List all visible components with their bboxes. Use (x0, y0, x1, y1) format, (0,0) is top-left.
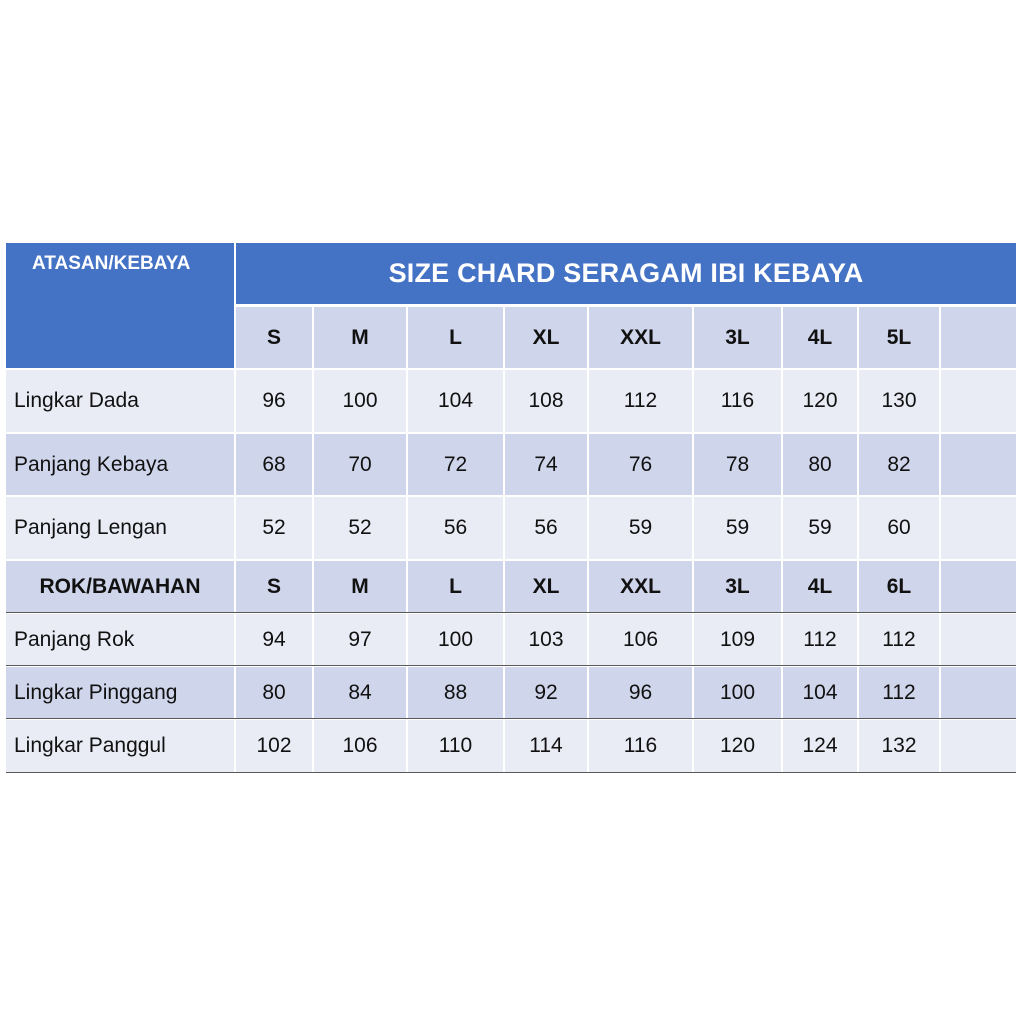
table-cell: 59 (694, 497, 781, 559)
table-cell: 70 (314, 434, 406, 495)
table-cell: 112 (859, 667, 939, 718)
size-header-6l: 6L (859, 561, 939, 612)
row-label: Panjang Lengan (6, 497, 234, 559)
table-cell: 120 (694, 720, 781, 772)
table-cell: 59 (783, 497, 857, 559)
empty-cell (941, 614, 1016, 665)
table-cell: 97 (314, 614, 406, 665)
table-cell: 96 (589, 667, 692, 718)
table-cell: 76 (589, 434, 692, 495)
table-cell: 106 (314, 720, 406, 772)
row-label: Panjang Kebaya (6, 434, 234, 495)
row-label: Panjang Rok (6, 614, 234, 665)
empty-cell (941, 307, 1016, 368)
table-cell: 110 (408, 720, 503, 772)
row-divider (6, 612, 1016, 613)
table-cell: 120 (783, 370, 857, 432)
size-header-xl: XL (505, 561, 587, 612)
table-cell: 116 (694, 370, 781, 432)
chart-title: SIZE CHARD SERAGAM IBI KEBAYA (236, 243, 1016, 304)
table-cell: 80 (783, 434, 857, 495)
size-header-xl: XL (505, 307, 587, 368)
table-cell: 106 (589, 614, 692, 665)
table-cell: 116 (589, 720, 692, 772)
empty-cell (941, 497, 1016, 559)
size-header-xxl: XXL (589, 561, 692, 612)
table-cell: 100 (314, 370, 406, 432)
table-cell: 60 (859, 497, 939, 559)
table-cell: 52 (236, 497, 312, 559)
table-cell: 52 (314, 497, 406, 559)
empty-cell (941, 561, 1016, 612)
table-cell: 56 (505, 497, 587, 559)
table-cell: 72 (408, 434, 503, 495)
table-cell: 68 (236, 434, 312, 495)
table-cell: 114 (505, 720, 587, 772)
row-label: Lingkar Pinggang (6, 667, 234, 718)
size-header-3l: 3L (694, 561, 781, 612)
table-cell: 102 (236, 720, 312, 772)
size-header-s: S (236, 561, 312, 612)
size-header-5l: 5L (859, 307, 939, 368)
table-cell: 109 (694, 614, 781, 665)
row-label: Lingkar Panggul (6, 720, 234, 772)
table-cell: 108 (505, 370, 587, 432)
table-cell: 92 (505, 667, 587, 718)
table-cell: 130 (859, 370, 939, 432)
table-cell: 100 (408, 614, 503, 665)
section-label-atasan: ATASAN/KEBAYA (6, 243, 234, 368)
table-cell: 59 (589, 497, 692, 559)
table-cell: 124 (783, 720, 857, 772)
table-cell: 80 (236, 667, 312, 718)
row-label: Lingkar Dada (6, 370, 234, 432)
empty-cell (941, 667, 1016, 718)
table-cell: 96 (236, 370, 312, 432)
section-label-rok: ROK/BAWAHAN (6, 561, 234, 612)
table-cell: 112 (783, 614, 857, 665)
empty-cell (941, 434, 1016, 495)
table-cell: 103 (505, 614, 587, 665)
table-cell: 74 (505, 434, 587, 495)
size-header-s: S (236, 307, 312, 368)
size-header-m: M (314, 307, 406, 368)
row-divider (6, 772, 1016, 773)
table-cell: 56 (408, 497, 503, 559)
row-divider (6, 665, 1016, 666)
empty-cell (941, 720, 1016, 772)
table-cell: 78 (694, 434, 781, 495)
size-header-xxl: XXL (589, 307, 692, 368)
size-header-l: L (408, 307, 503, 368)
size-header-4l: 4L (783, 307, 857, 368)
table-cell: 104 (408, 370, 503, 432)
size-header-l: L (408, 561, 503, 612)
row-divider (6, 718, 1016, 719)
table-cell: 84 (314, 667, 406, 718)
table-cell: 132 (859, 720, 939, 772)
table-cell: 112 (589, 370, 692, 432)
table-cell: 94 (236, 614, 312, 665)
size-header-3l: 3L (694, 307, 781, 368)
table-cell: 88 (408, 667, 503, 718)
table-cell: 104 (783, 667, 857, 718)
empty-cell (941, 370, 1016, 432)
table-cell: 100 (694, 667, 781, 718)
table-cell: 82 (859, 434, 939, 495)
table-cell: 112 (859, 614, 939, 665)
size-header-4l: 4L (783, 561, 857, 612)
size-header-m: M (314, 561, 406, 612)
